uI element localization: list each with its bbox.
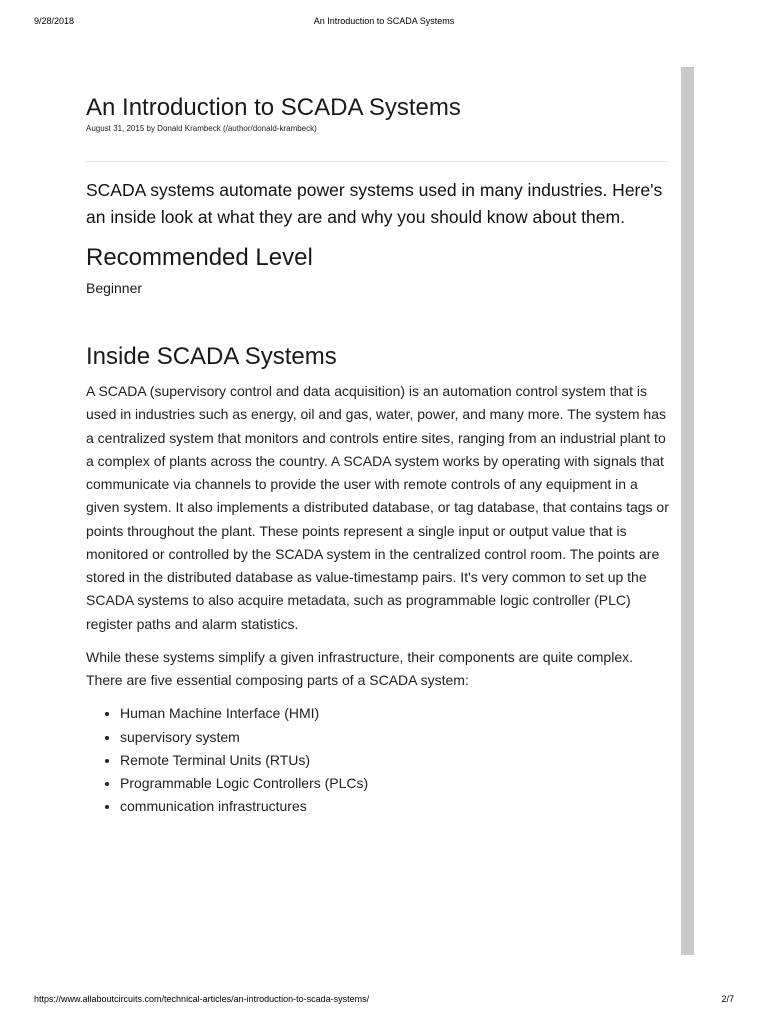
- print-date: 9/28/2018: [34, 16, 75, 26]
- components-list: [86, 702, 670, 818]
- print-footer: [34, 994, 734, 1008]
- paragraph-2: While these systems simplify a given infrastructure, their components are quite complex. There are five essential composing parts of a SCADA system:: [86, 648, 634, 688]
- recommended-level-heading: Recommended Level: [86, 244, 313, 271]
- paragraph-1: A SCADA (supervisory control and data acquisition) is an automation control system that is used in industries such as energy, oil and gas, water, power, and many more. The system has a centralized system that monitors and controls entire sites, ranging from an industrial plant to a complex of plants across the country. A SCADA system works by operating with signals that communicate via channels to provide the user with remote controls of any equipment in a given system. It also implements a distributed database, or tag database, that contains tags or points throughout the plant. These points represent a single input or output value that is monitored or controlled by the SCADA system in the centralized control room. The points are stored in the distributed database as value-timestamp pairs. It's very common to set up the SCADA systems to also acquire metadata, such as programmable logic controller (PLC) register paths and alarm statistics.: [86, 383, 669, 632]
- print-page-title: An Introduction to SCADA Systems: [313, 16, 455, 26]
- article-byline: August 31, 2015 by Donald Krambeck (/author/donald-krambeck): [86, 124, 317, 133]
- divider: [86, 161, 668, 162]
- list-item: • supervisory system: [120, 726, 670, 749]
- recommended-level-value: Beginner: [86, 280, 143, 296]
- scrollbar[interactable]: [681, 67, 694, 955]
- list-item: • Human Machine Interface (HMI): [120, 702, 670, 725]
- article-title: An Introduction to SCADA Systems: [86, 94, 461, 121]
- print-url: https://www.allaboutcircuits.com/technical-articles/an-introduction-to-scada-systems/: [34, 994, 370, 1004]
- list-item: • Programmable Logic Controllers (PLCs): [120, 772, 670, 795]
- list-item: • communication infrastructures: [120, 795, 670, 818]
- article-lead: SCADA systems automate power systems used in many industries. Here's an inside look at what they are and why you should know about them.: [86, 180, 663, 227]
- list-item: • Remote Terminal Units (RTUs): [120, 749, 670, 772]
- section-heading: Inside SCADA Systems: [86, 343, 337, 370]
- print-header: [34, 16, 734, 30]
- article: [86, 92, 670, 819]
- print-page-number: 2/7: [721, 994, 734, 1004]
